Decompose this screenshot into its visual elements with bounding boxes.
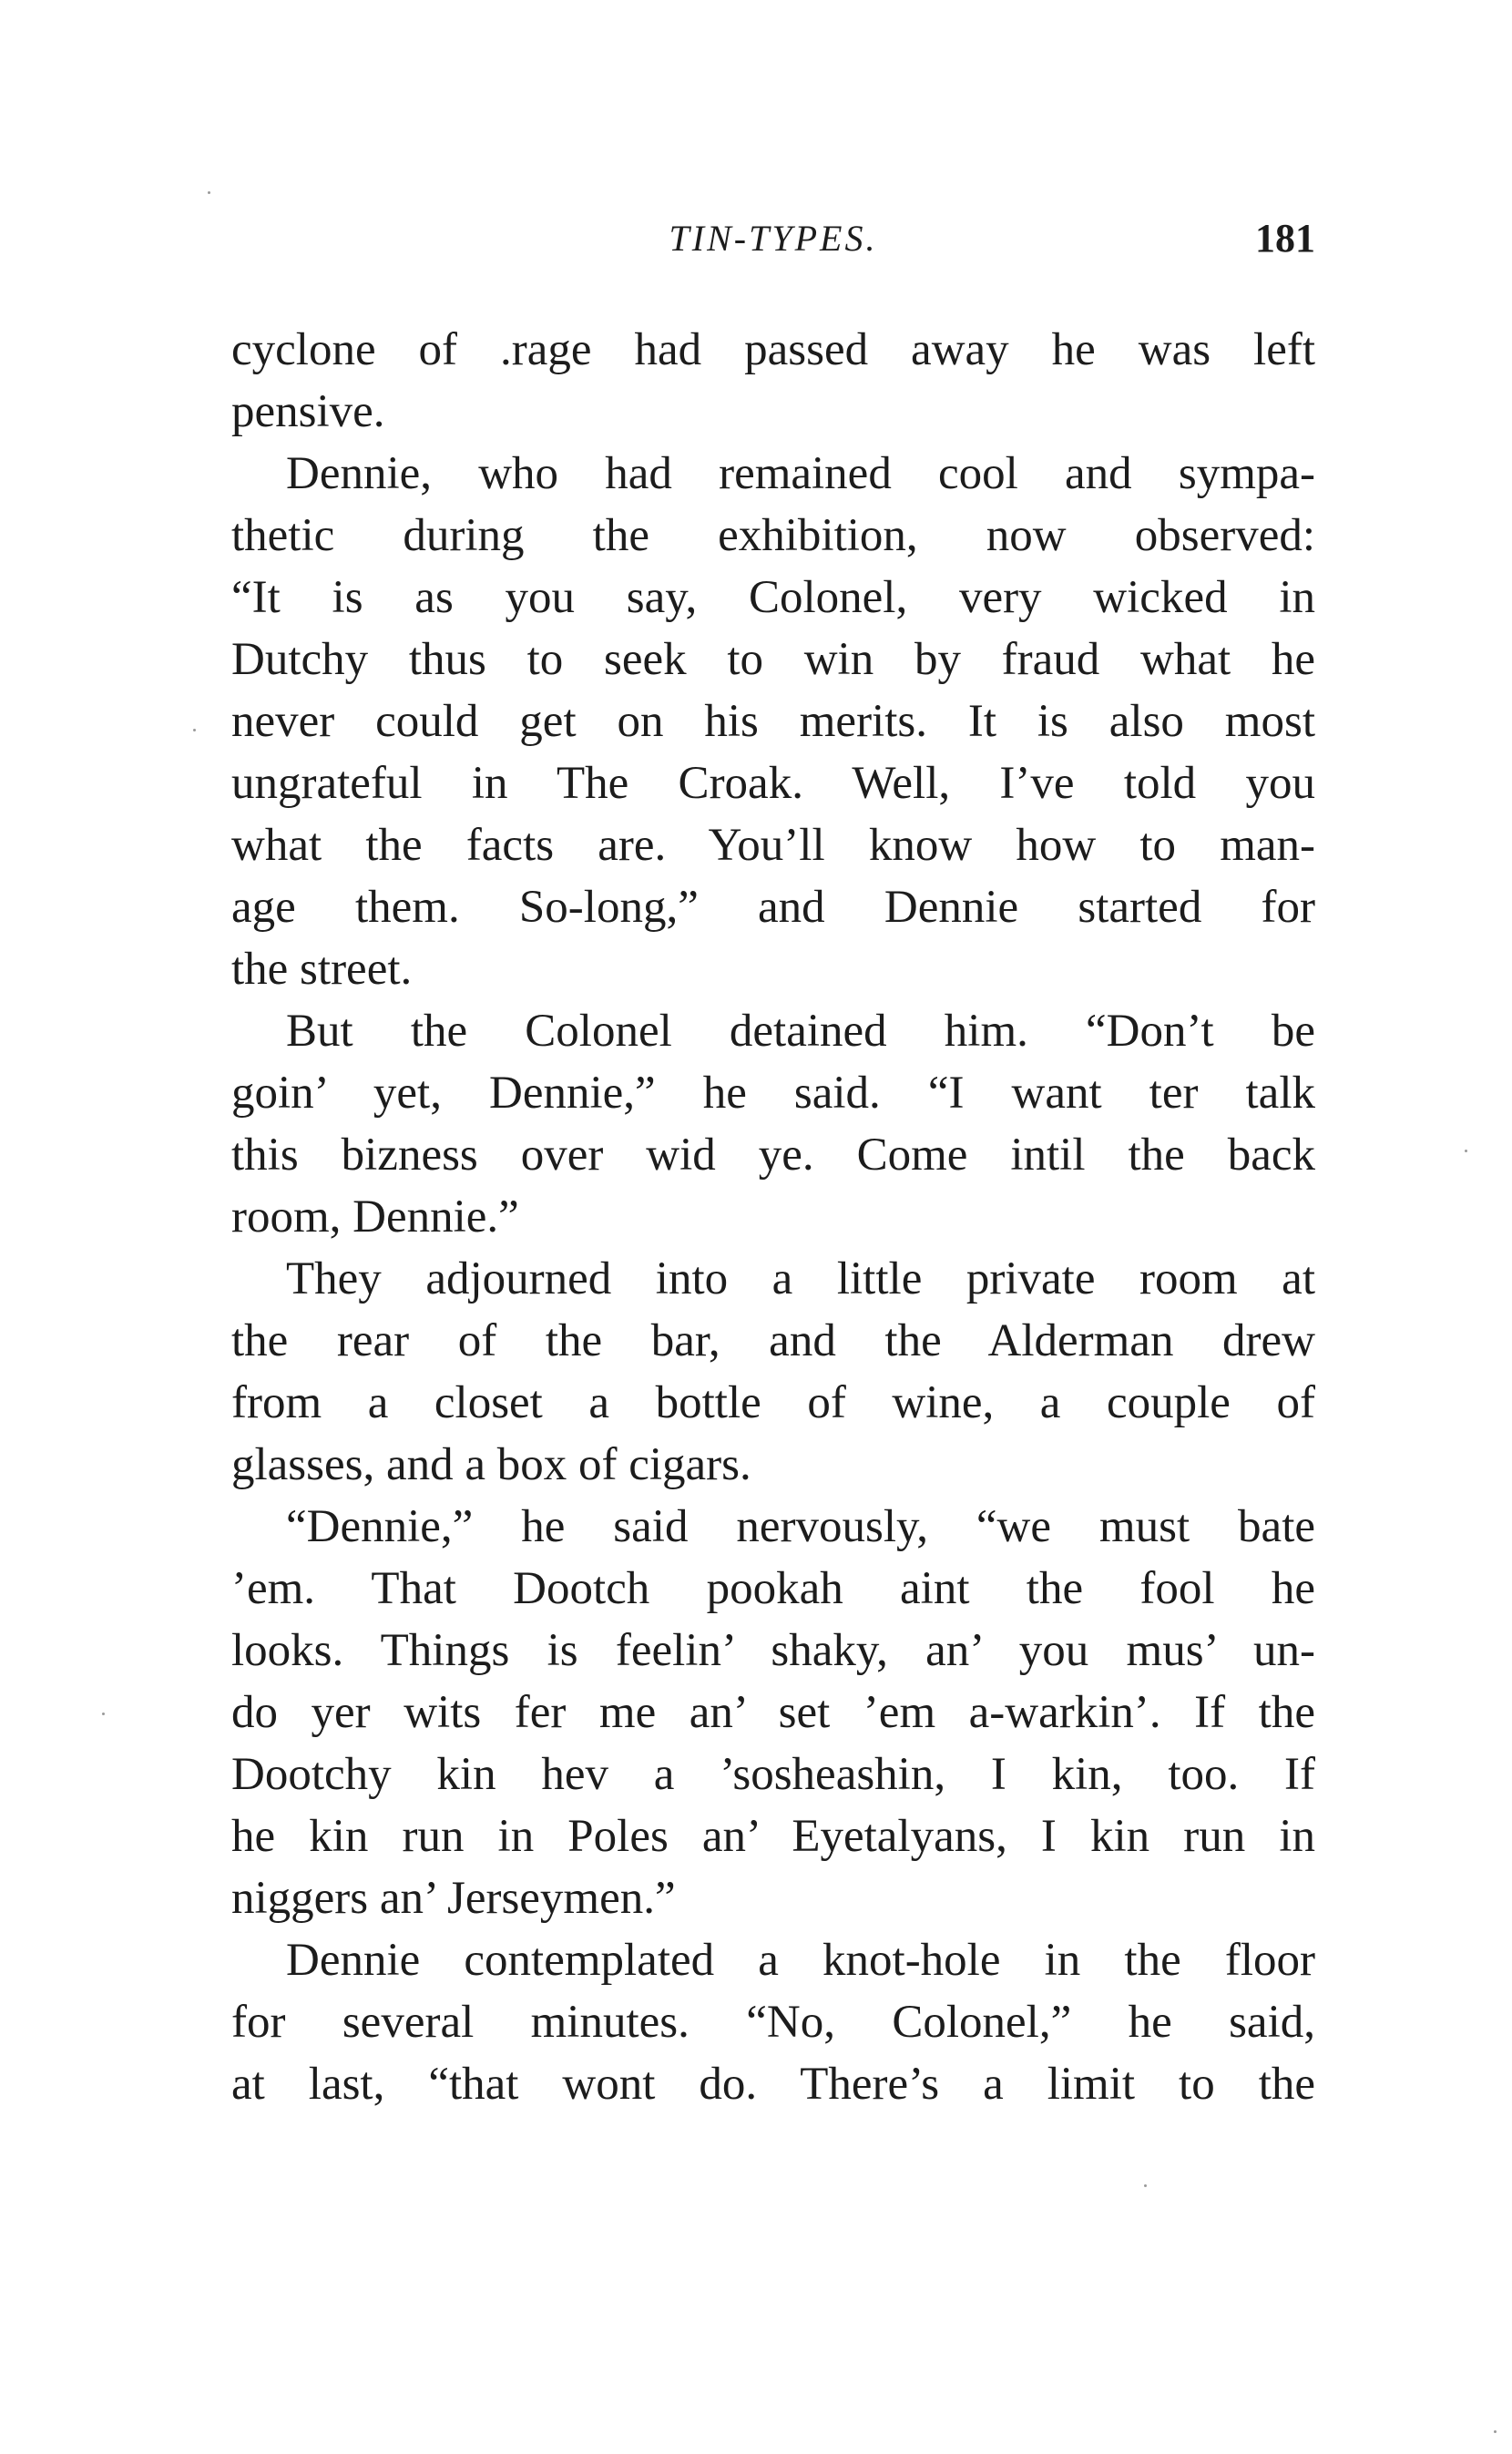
text-line: for several minutes. “No, Colonel,” he said, [231, 1997, 1315, 2048]
text-line: the rear of the bar, and the Alderman drew [231, 1315, 1315, 1366]
text-line: ’em. That Dootch pookah aint the fool he [231, 1563, 1315, 1614]
text-line: this bizness over wid ye. Come intil the back [231, 1130, 1315, 1181]
text-line: thetic during the exhibition, now observed: [231, 510, 1315, 561]
text-line: glasses, and a box of cigars. [231, 1439, 751, 1490]
text-line: room, Dennie.” [231, 1191, 519, 1242]
text-line: But the Colonel detained him. “Don’t be [286, 1006, 1315, 1057]
text-line: what the facts are. You’ll know how to man- [231, 820, 1315, 871]
running-head [231, 211, 1315, 266]
page-number: 181 [1255, 216, 1315, 261]
text-line: goin’ yet, Dennie,” he said. “I want ter talk [231, 1068, 1315, 1119]
body-text [231, 319, 1315, 2115]
text-line: the street. [231, 944, 413, 995]
text-line: looks. Things is feelin’ shaky, an’ you mus’ un- [231, 1625, 1315, 1676]
text-line: do yer wits fer me an’ set ’em a-warkin’. If the [231, 1687, 1315, 1738]
running-title: TIN-TYPES. [669, 218, 878, 259]
text-line: at last, “that wont do. There’s a limit to the [231, 2059, 1315, 2110]
text-line: They adjourned into a little private room at [286, 1253, 1315, 1304]
paper-speck [102, 1713, 105, 1715]
text-line: never could get on his merits. It is also most [231, 696, 1315, 747]
text-line: age them. So-long,” and Dennie started for [231, 882, 1315, 933]
text-line: from a closet a bottle of wine, a couple of [231, 1377, 1315, 1428]
text-line: ungrateful in The Croak. Well, I’ve told you [231, 758, 1315, 809]
text-line: Dennie, who had remained cool and sympa- [286, 448, 1315, 499]
text-line: “It is as you say, Colonel, very wicked in [231, 572, 1315, 623]
text-line: he kin run in Poles an’ Eyetalyans, I kin run in [231, 1811, 1315, 1862]
text-line: Dootchy kin hev a ’sosheashin, I kin, too. If [231, 1749, 1315, 1800]
text-line: pensive. [231, 386, 385, 437]
text-line: Dennie contemplated a knot-hole in the floor [286, 1935, 1315, 1986]
text-line: Dutchy thus to seek to win by fraud what he [231, 634, 1315, 685]
paper-speck [1465, 1150, 1467, 1152]
paper-speck [1494, 2430, 1497, 2433]
text-line: cyclone of .rage had passed away he was left [231, 324, 1315, 375]
paper-speck [1144, 2184, 1147, 2187]
text-line: “Dennie,” he said nervously, “we must bate [286, 1501, 1315, 1552]
text-line: niggers an’ Jerseymen.” [231, 1873, 676, 1924]
paper-speck [208, 191, 210, 194]
paper-speck [193, 729, 196, 731]
